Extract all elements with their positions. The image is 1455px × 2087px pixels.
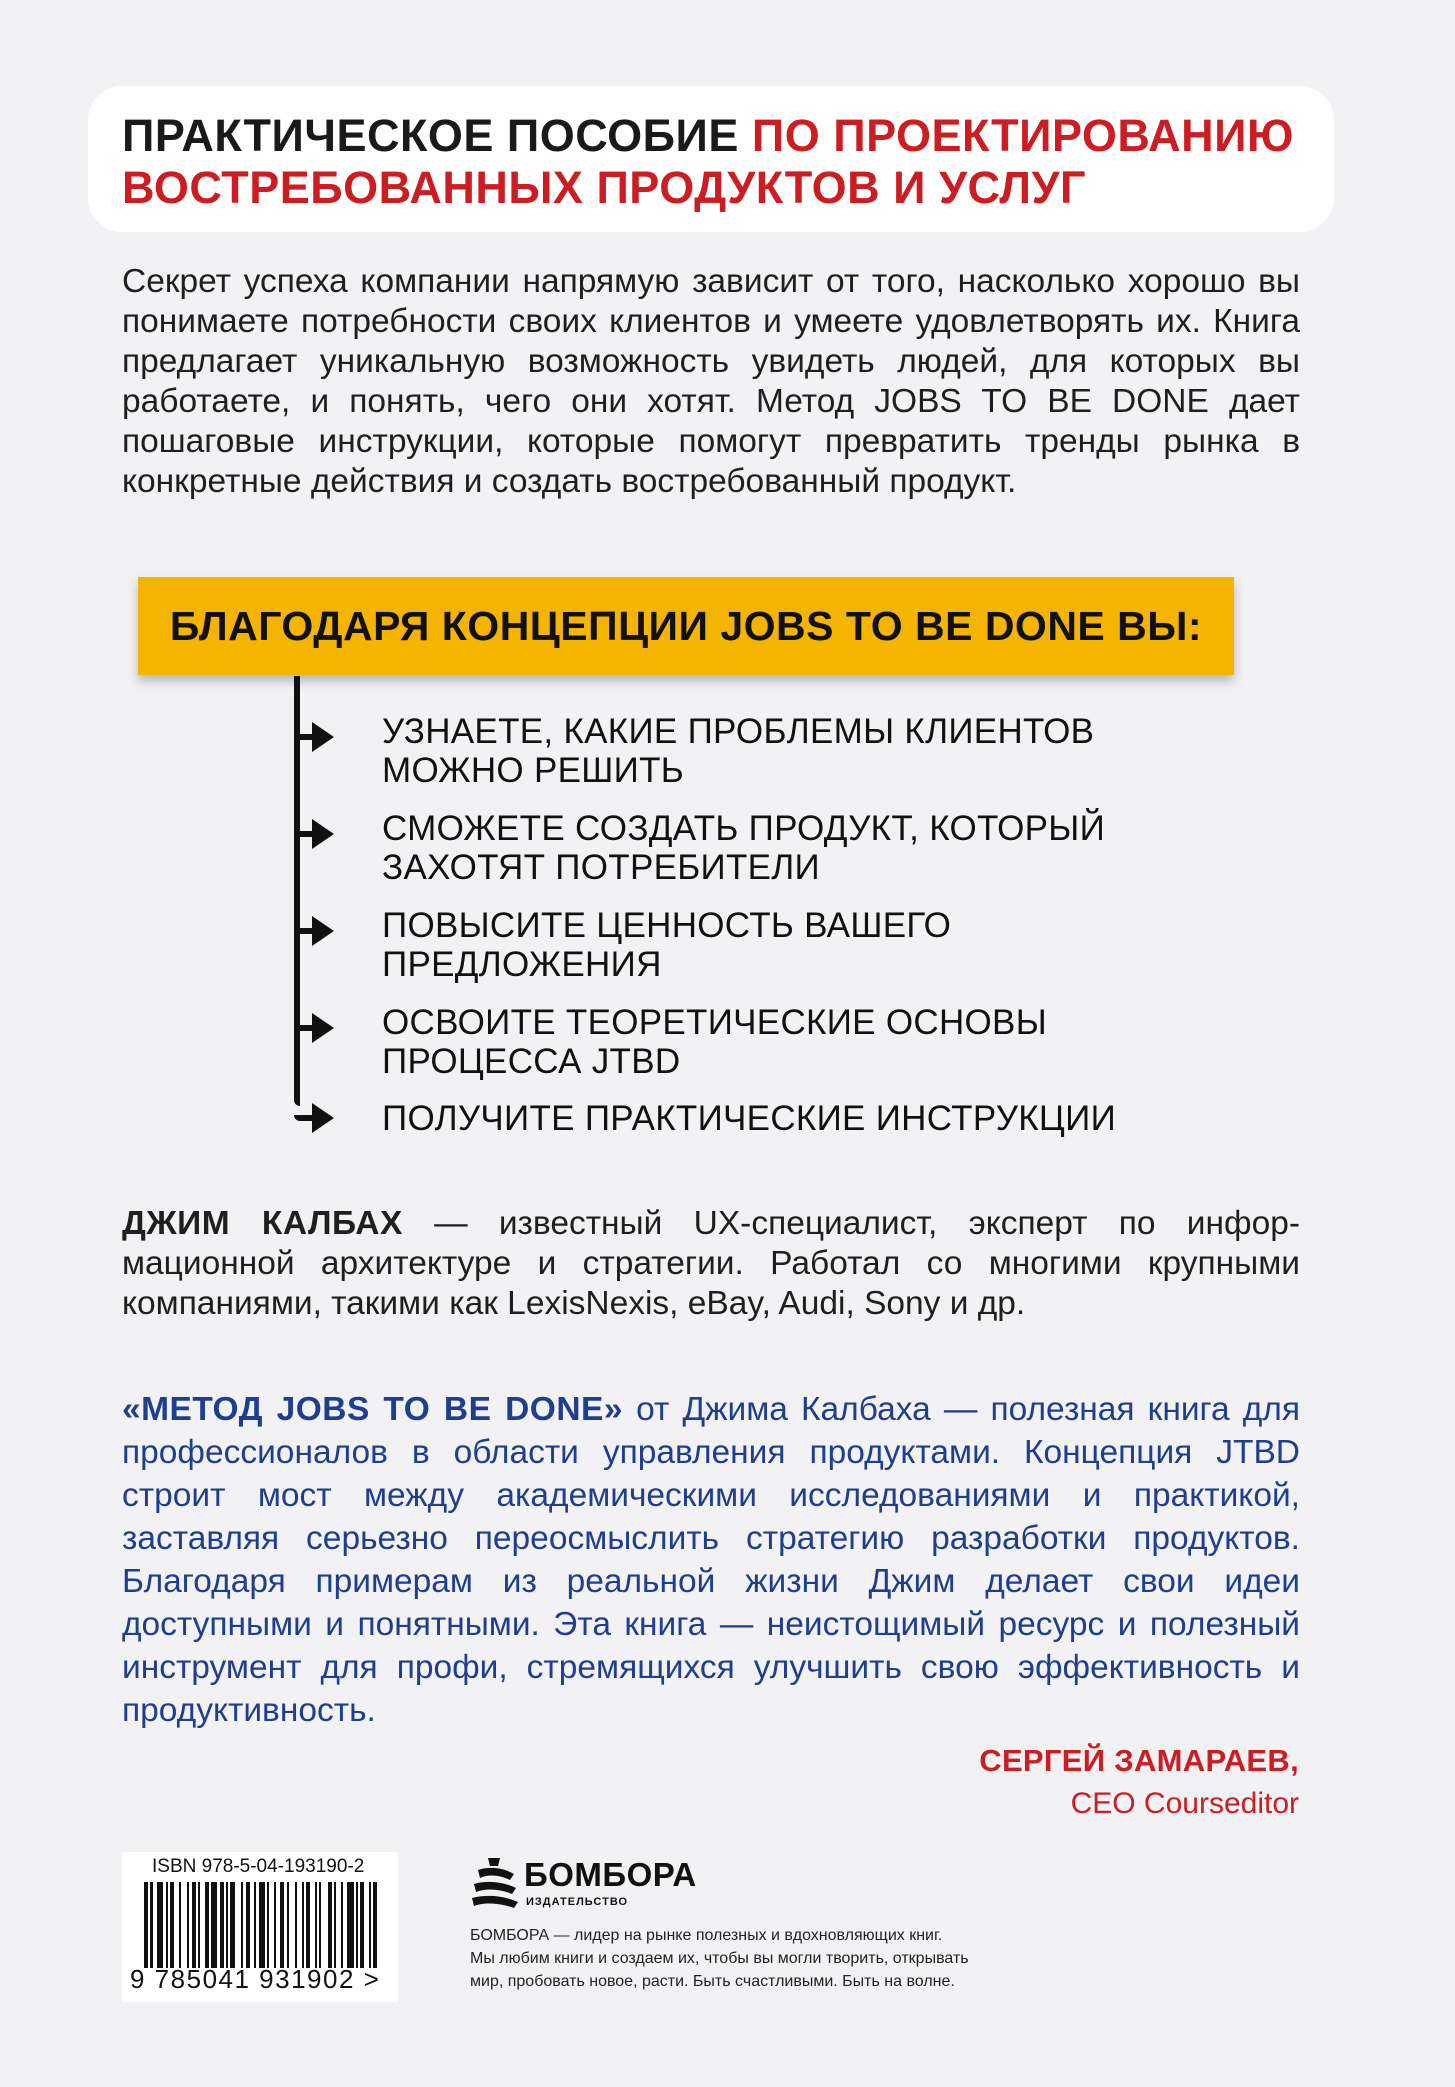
author-name: ДЖИМ КАЛБАХ <box>122 1205 403 1242</box>
benefit-line: ПРЕДЛОЖЕНИЯ <box>382 945 662 984</box>
author-bio <box>122 1204 1300 1324</box>
publisher-description <box>470 1924 1030 1993</box>
title-box <box>88 86 1334 232</box>
author-bio-text: — известный UX-специалист, эксперт по информационной архитектуре и стратегии. Работал со многими крупными компаниями, такими как LexisNexis, eBay, Audi, Sony и др. <box>122 1205 1300 1322</box>
logo-name: БОМБОРА <box>524 1856 697 1893</box>
benefit-item-1 <box>382 712 1282 790</box>
benefit-item-2 <box>382 809 1282 887</box>
benefit-line: ПОВЫСИТЕ ЦЕННОСТЬ ВАШЕГО <box>382 906 952 945</box>
title-line-1 <box>122 110 1334 162</box>
review-quote <box>122 1388 1300 1732</box>
arrow-stem-1 <box>294 734 314 740</box>
publisher-line: Мы любим книги и создаем их, чтобы вы могли творить, открывать <box>470 1950 969 1967</box>
benefit-item-4 <box>382 1003 1282 1081</box>
publisher-logo <box>470 1856 697 1916</box>
arrow-stem-2 <box>294 831 314 837</box>
benefit-line: СМОЖЕТЕ СОЗДАТЬ ПРОДУКТ, КОТОРЫЙ <box>382 809 1106 848</box>
bombora-wave-logo-icon <box>470 1856 520 1912</box>
title-red-part: ПО ПРОЕКТИРОВАНИЮ <box>751 110 1294 161</box>
intro-paragraph: Секрет успеха компании напрямую зависит от того, насколько хорошо вы понимаете потребности своих клиентов и умеете удовлетворять их. Книга предлагает уникальную возможность увидеть людей, для которых вы работаете, и понять, чего они хотят. Метод JOBS TO BE DONE дает пошаговые инструкции, которые помогут превратить тренды рынка в конкретные действия и создать востребованный продукт. <box>122 263 1300 500</box>
arrow-right-icon <box>312 819 334 849</box>
benefit-line: УЗНАЕТЕ, КАКИЕ ПРОБЛЕМЫ КЛИЕНТОВ <box>382 712 1095 751</box>
benefit-line: ПРОЦЕССА JTBD <box>382 1042 681 1081</box>
benefit-item-5 <box>382 1099 1282 1138</box>
reviewer-role: CEO Courseditor <box>1070 1787 1299 1820</box>
isbn-barcode-box <box>122 1852 398 2002</box>
jtbd-banner-text: БЛАГОДАРЯ КОНЦЕПЦИИ JOBS TO BE DONE ВЫ: <box>169 602 1203 649</box>
arrow-right-icon <box>312 1103 334 1133</box>
benefit-item-3 <box>382 906 1282 984</box>
arrow-right-icon <box>312 916 334 946</box>
arrow-stem-3 <box>294 928 314 934</box>
arrow-right-icon <box>312 722 334 752</box>
title-dark-part: ПРАКТИЧЕСКОЕ ПОСОБИЕ <box>122 110 739 161</box>
review-book-title: «МЕТОД JOBS TO BE DONE» <box>122 1391 623 1428</box>
barcode-image <box>144 1882 380 1968</box>
timeline-line <box>294 676 300 1106</box>
publisher-line: БОМБОРА — лидер на рынке полезных и вдохновляющих книг. <box>470 1927 943 1944</box>
arrow-stem-4 <box>294 1025 314 1031</box>
publisher-line: мир, пробовать новое, расти. Быть счастливыми. Быть на волне. <box>470 1973 955 1990</box>
title-line-2: ВОСТРЕБОВАННЫХ ПРОДУКТОВ И УСЛУГ <box>122 162 1086 213</box>
isbn-label: ISBN 978-5-04-193190-2 <box>152 1856 365 1877</box>
benefit-line: ЗАХОТЯТ ПОТРЕБИТЕЛИ <box>382 848 821 887</box>
reviewer-name: СЕРГЕЙ ЗАМАРАЕВ, <box>979 1743 1299 1778</box>
review-text: от Джима Калбаха — полезная книга для профессионалов в области управления продуктами. Концепция JTBD строит мост между академическими исследованиями и практикой, заставляя серьезно переосмыслить стратегию разработки продуктов. Благодаря примерам из реальной жизни Джим делает свои идеи доступными и понятными. Эта книга — неистощимый ресурс и полезный инструмент для профи, стремящихся улучшить свою эффективность и продуктивность. <box>122 1391 1300 1729</box>
jtbd-banner <box>138 577 1234 675</box>
arrow-stem-5 <box>294 1115 314 1121</box>
arrow-right-icon <box>312 1013 334 1043</box>
benefit-line: МОЖНО РЕШИТЬ <box>382 751 685 790</box>
isbn-digits: 9 785041 931902 > <box>130 1964 381 1994</box>
benefit-line: ОСВОИТЕ ТЕОРЕТИЧЕСКИЕ ОСНОВЫ <box>382 1003 1047 1042</box>
logo-sub: ИЗДАТЕЛЬСТВО <box>526 1896 629 1908</box>
benefit-line: ПОЛУЧИТЕ ПРАКТИЧЕСКИЕ ИНСТРУКЦИИ <box>382 1099 1117 1138</box>
